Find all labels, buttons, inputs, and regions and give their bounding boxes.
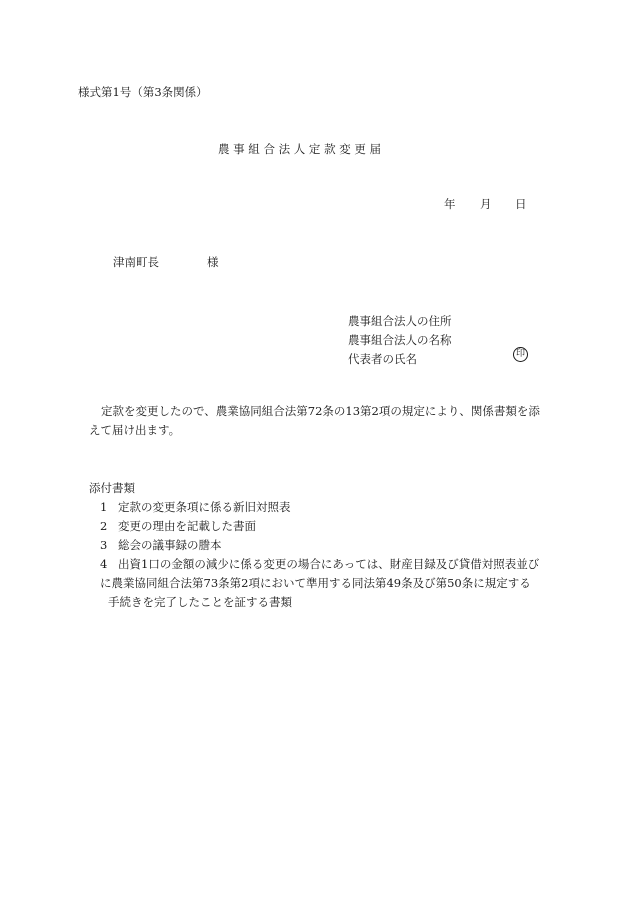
applicant-name-label: 農事組合法人の名称 <box>348 333 452 347</box>
attachment-item: 変更の理由を記載した書面 <box>118 519 256 533</box>
attachment-number: 3 <box>100 538 108 552</box>
body-text <box>0 405 630 445</box>
applicant-block <box>348 312 452 369</box>
body-text-line-2: えて届け出ます。 <box>89 423 181 437</box>
attachment-item: 総会の議事録の謄本 <box>118 538 222 552</box>
attachments-title: 添付書類 <box>89 481 135 495</box>
attachment-number: 1 <box>100 500 108 514</box>
seal-icon: 印 <box>513 347 528 362</box>
representative-name-label: 代表者の氏名 <box>348 352 417 366</box>
form-number: 様式第1号（第3条関係） <box>78 85 208 99</box>
attachment-item: 出資1口の金額の減少に係る変更の場合にあっては、財産目録及び貸借対照表並び <box>118 557 540 571</box>
date-row <box>0 198 630 214</box>
document-title: 農 事 組 合 法 人 定 款 変 更 届 <box>218 142 382 156</box>
date-day-label: 日 <box>515 197 527 211</box>
attachment-item-continued: 手続きを完了したことを証する書類 <box>108 595 292 609</box>
body-text-line-1: 定款を変更したので、農業協同組合法第72条の13第2項の規定により、関係書類を添 <box>101 404 540 418</box>
attachment-item: 定款の変更条項に係る新旧対照表 <box>118 500 291 514</box>
date-month-label: 月 <box>480 197 492 211</box>
applicant-address-label: 農事組合法人の住所 <box>348 314 452 328</box>
date-year-label: 年 <box>444 197 456 211</box>
attachment-number: 4 <box>100 557 108 571</box>
attachment-item-continued: に農業協同組合法第73条第2項において準用する同法第49条及び第50条に規定する <box>100 576 531 590</box>
attachment-number: 2 <box>100 519 108 533</box>
addressee-name: 津南町長 <box>113 255 159 269</box>
addressee-honorific: 様 <box>207 255 219 269</box>
